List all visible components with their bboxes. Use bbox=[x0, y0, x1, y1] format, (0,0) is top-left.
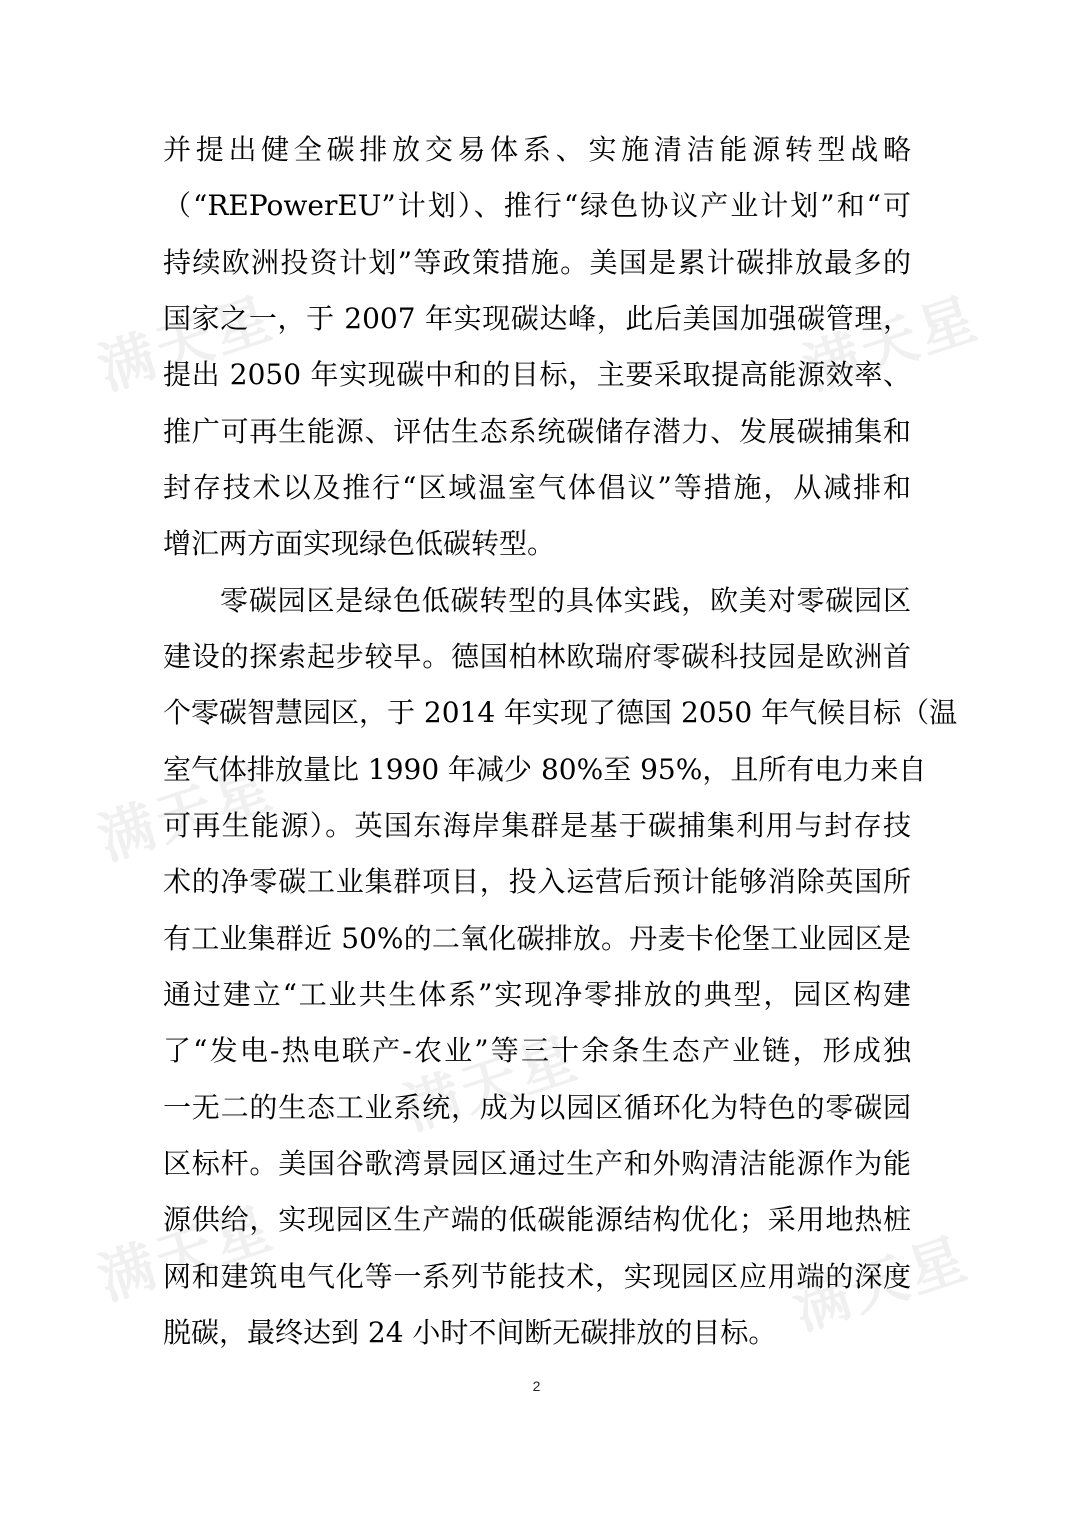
paragraph-line: 增汇两方面实现绿色低碳转型。 bbox=[163, 527, 556, 560]
paragraph-line: 并提出健全碳排放交易体系、实施清洁能源转型战略 bbox=[163, 133, 911, 166]
paragraph-line: 室气体排放量比 1990 年减少 80%至 95%，且所有电力来自 bbox=[163, 753, 927, 786]
watermark: 满天星 bbox=[395, 1025, 588, 1144]
paragraph-line: 区标杆。美国谷歌湾景园区通过生产和外购清洁能源作为能 bbox=[163, 1147, 911, 1180]
paragraph-line: 有工业集群近 50%的二氧化碳排放。丹麦卡伦堡工业园区是 bbox=[163, 922, 911, 955]
page-number: 2 bbox=[532, 1378, 541, 1394]
paragraph-line: 脱碳，最终达到 24 小时不间断无碳排放的目标。 bbox=[163, 1316, 777, 1349]
paragraph-line: （“REPowerEU”计划）、推行“绿色协议产业计划”和“可 bbox=[163, 189, 911, 222]
paragraph-line: 建设的探索起步较早。德国柏林欧瑞府零碳科技园是欧洲首 bbox=[163, 640, 911, 673]
watermark: 满天星 bbox=[795, 285, 988, 404]
paragraph-line: 封存技术以及推行“区域温室气体倡议”等措施，从减排和 bbox=[163, 471, 911, 504]
paragraph-line: 个零碳智慧园区，于 2014 年实现了德国 2050 年气候目标（温 bbox=[163, 696, 958, 729]
paragraph-line: 网和建筑电气化等一系列节能技术，实现园区应用端的深度 bbox=[163, 1260, 911, 1293]
watermark: 满天星 bbox=[90, 285, 283, 404]
paragraph-line: 了“发电-热电联产-农业”等三十余条生态产业链，形成独 bbox=[163, 1034, 911, 1067]
watermark: 满天星 bbox=[785, 1225, 978, 1344]
paragraph-line: 零碳园区是绿色低碳转型的具体实践，欧美对零碳园区 bbox=[220, 584, 911, 617]
paragraph-line: 术的净零碳工业集群项目，投入运营后预计能够消除英国所 bbox=[163, 865, 911, 898]
watermark: 满天星 bbox=[90, 755, 283, 874]
paragraph-line: 国家之一，于 2007 年实现碳达峰，此后美国加强碳管理， bbox=[163, 302, 911, 335]
paragraph-line: 通过建立“工业共生体系”实现净零排放的典型，园区构建 bbox=[163, 978, 911, 1011]
paragraph-line: 持续欧洲投资计划”等政策措施。美国是累计碳排放最多的 bbox=[163, 246, 911, 279]
paragraph-line: 源供给，实现园区生产端的低碳能源结构优化；采用地热桩 bbox=[163, 1203, 911, 1236]
paragraph-line: 提出 2050 年实现碳中和的目标，主要采取提高能源效率、 bbox=[163, 358, 911, 391]
paragraph-line: 一无二的生态工业系统，成为以园区循环化为特色的零碳园 bbox=[163, 1091, 911, 1124]
paragraph-line: 推广可再生能源、评估生态系统碳储存潜力、发展碳捕集和 bbox=[163, 415, 911, 448]
paragraph-line: 可再生能源）。英国东海岸集群是基于碳捕集利用与封存技 bbox=[163, 809, 911, 842]
watermark: 满天星 bbox=[90, 1195, 283, 1314]
